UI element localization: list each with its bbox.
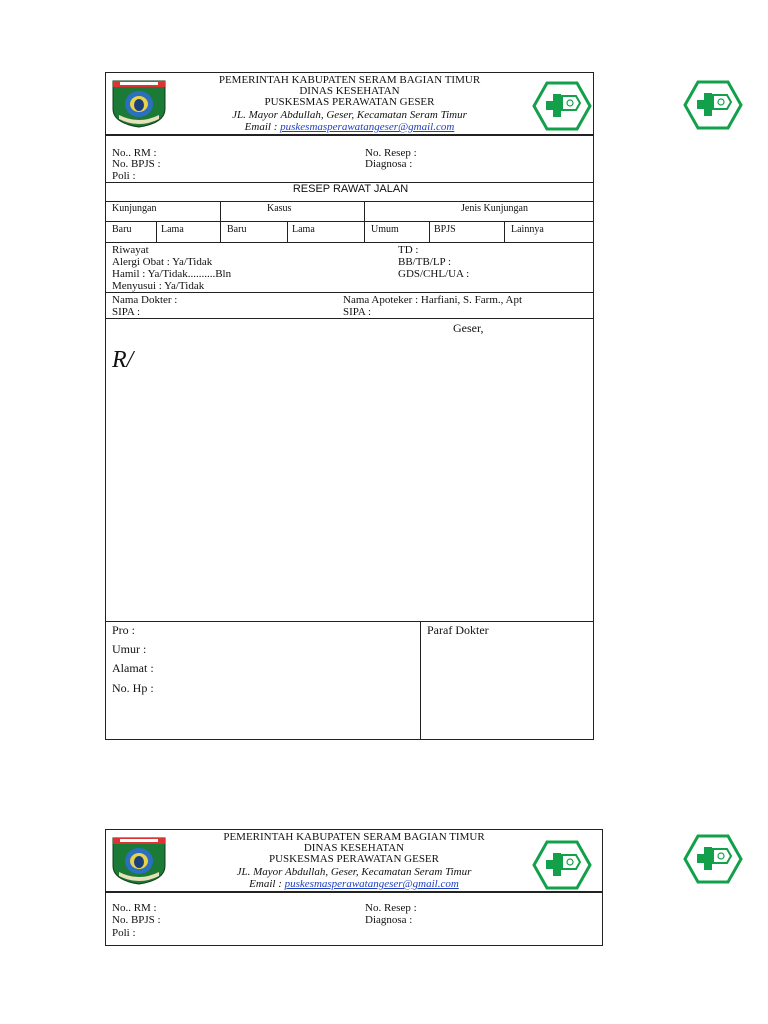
puskesmas-logo <box>532 840 592 890</box>
header-government: PEMERINTAH KABUPATEN SERAM BAGIAN TIMUR <box>218 74 481 86</box>
poli-field: Poli : <box>112 927 136 939</box>
cell-lama-kasus: Lama <box>292 224 315 235</box>
no-hp-field: No. Hp : <box>112 681 154 695</box>
no-bpjs-field: No. BPJS : <box>112 914 161 926</box>
prescription-form-second <box>105 829 603 946</box>
sipa-dokter-field: SIPA : <box>112 306 141 318</box>
email-link[interactable]: puskesmasperawatangeser@gmail.com <box>280 121 455 133</box>
no-resep-field: No. Resep : <box>365 147 417 159</box>
puskesmas-logo <box>532 81 592 131</box>
cell-umum: Umum <box>371 224 399 235</box>
nama-apoteker-field: Nama Apoteker : Harfiani, S. Farm., Apt <box>343 294 523 306</box>
cell-baru-kasus: Baru <box>227 224 247 235</box>
rx-symbol: R/ <box>112 347 134 373</box>
header-email-line <box>106 122 593 133</box>
cell-lama-kunjungan: Lama <box>161 224 184 235</box>
nama-dokter-field: Nama Dokter : <box>112 294 178 306</box>
place-label: Geser, <box>453 321 484 335</box>
header-email-line <box>106 879 602 890</box>
header-divider <box>106 891 602 893</box>
alamat-field: Alamat : <box>112 661 154 675</box>
header-department: DINAS KESEHATAN <box>303 842 405 854</box>
no-rm-field: No.. RM : <box>112 147 157 159</box>
kunjungan-header: Kunjungan <box>112 203 157 214</box>
no-bpjs-field: No. BPJS : <box>112 158 161 170</box>
sipa-apoteker-field: SIPA : <box>343 306 372 318</box>
riwayat-label: Riwayat <box>112 244 149 256</box>
puskesmas-logo-side <box>683 834 743 884</box>
prescription-form <box>105 72 594 740</box>
diagnosa-field: Diagnosa : <box>365 158 413 170</box>
diagnosa-field: Diagnosa : <box>365 914 413 926</box>
header-divider <box>106 134 593 136</box>
email-label: Email : <box>249 878 285 890</box>
email-link[interactable]: puskesmasperawatangeser@gmail.com <box>284 878 459 890</box>
email-label: Email : <box>244 121 281 133</box>
poli-field: Poli : <box>112 170 136 182</box>
no-resep-field: No. Resep : <box>365 902 417 914</box>
header-government: PEMERINTAH KABUPATEN SERAM BAGIAN TIMUR <box>223 831 485 843</box>
menyusui-field: Menyusui : Ya/Tidak <box>112 280 205 292</box>
header-department: DINAS KESEHATAN <box>299 85 400 97</box>
jenis-kunjungan-header: Jenis Kunjungan <box>461 203 528 214</box>
gds-field: GDS/CHL/UA : <box>398 268 470 280</box>
cell-baru-kunjungan: Baru <box>112 224 132 235</box>
header-facility: PUSKESMAS PERAWATAN GESER <box>264 96 435 108</box>
cell-lainnya: Lainnya <box>511 224 544 235</box>
no-rm-field: No.. RM : <box>112 902 157 914</box>
hamil-field: Hamil : Ya/Tidak..........Bln <box>112 268 232 280</box>
td-field: TD : <box>398 244 419 256</box>
kasus-header: Kasus <box>267 203 292 214</box>
pro-field: Pro : <box>112 623 136 637</box>
bb-tb-lp-field: BB/TB/LP : <box>398 256 452 268</box>
header-facility: PUSKESMAS PERAWATAN GESER <box>269 853 439 865</box>
umur-field: Umur : <box>112 642 147 656</box>
cell-bpjs: BPJS <box>434 224 456 235</box>
form-title: RESEP RAWAT JALAN <box>292 183 409 195</box>
alergi-field: Alergi Obat : Ya/Tidak <box>112 256 213 268</box>
paraf-dokter-label: Paraf Dokter <box>427 623 489 637</box>
header-address: JL. Mayor Abdullah, Geser, Kecamatan Seram Timur <box>236 866 472 878</box>
puskesmas-logo-side <box>683 80 743 130</box>
header-address: JL. Mayor Abdullah, Geser, Kecamatan Seram Timur <box>232 109 467 121</box>
